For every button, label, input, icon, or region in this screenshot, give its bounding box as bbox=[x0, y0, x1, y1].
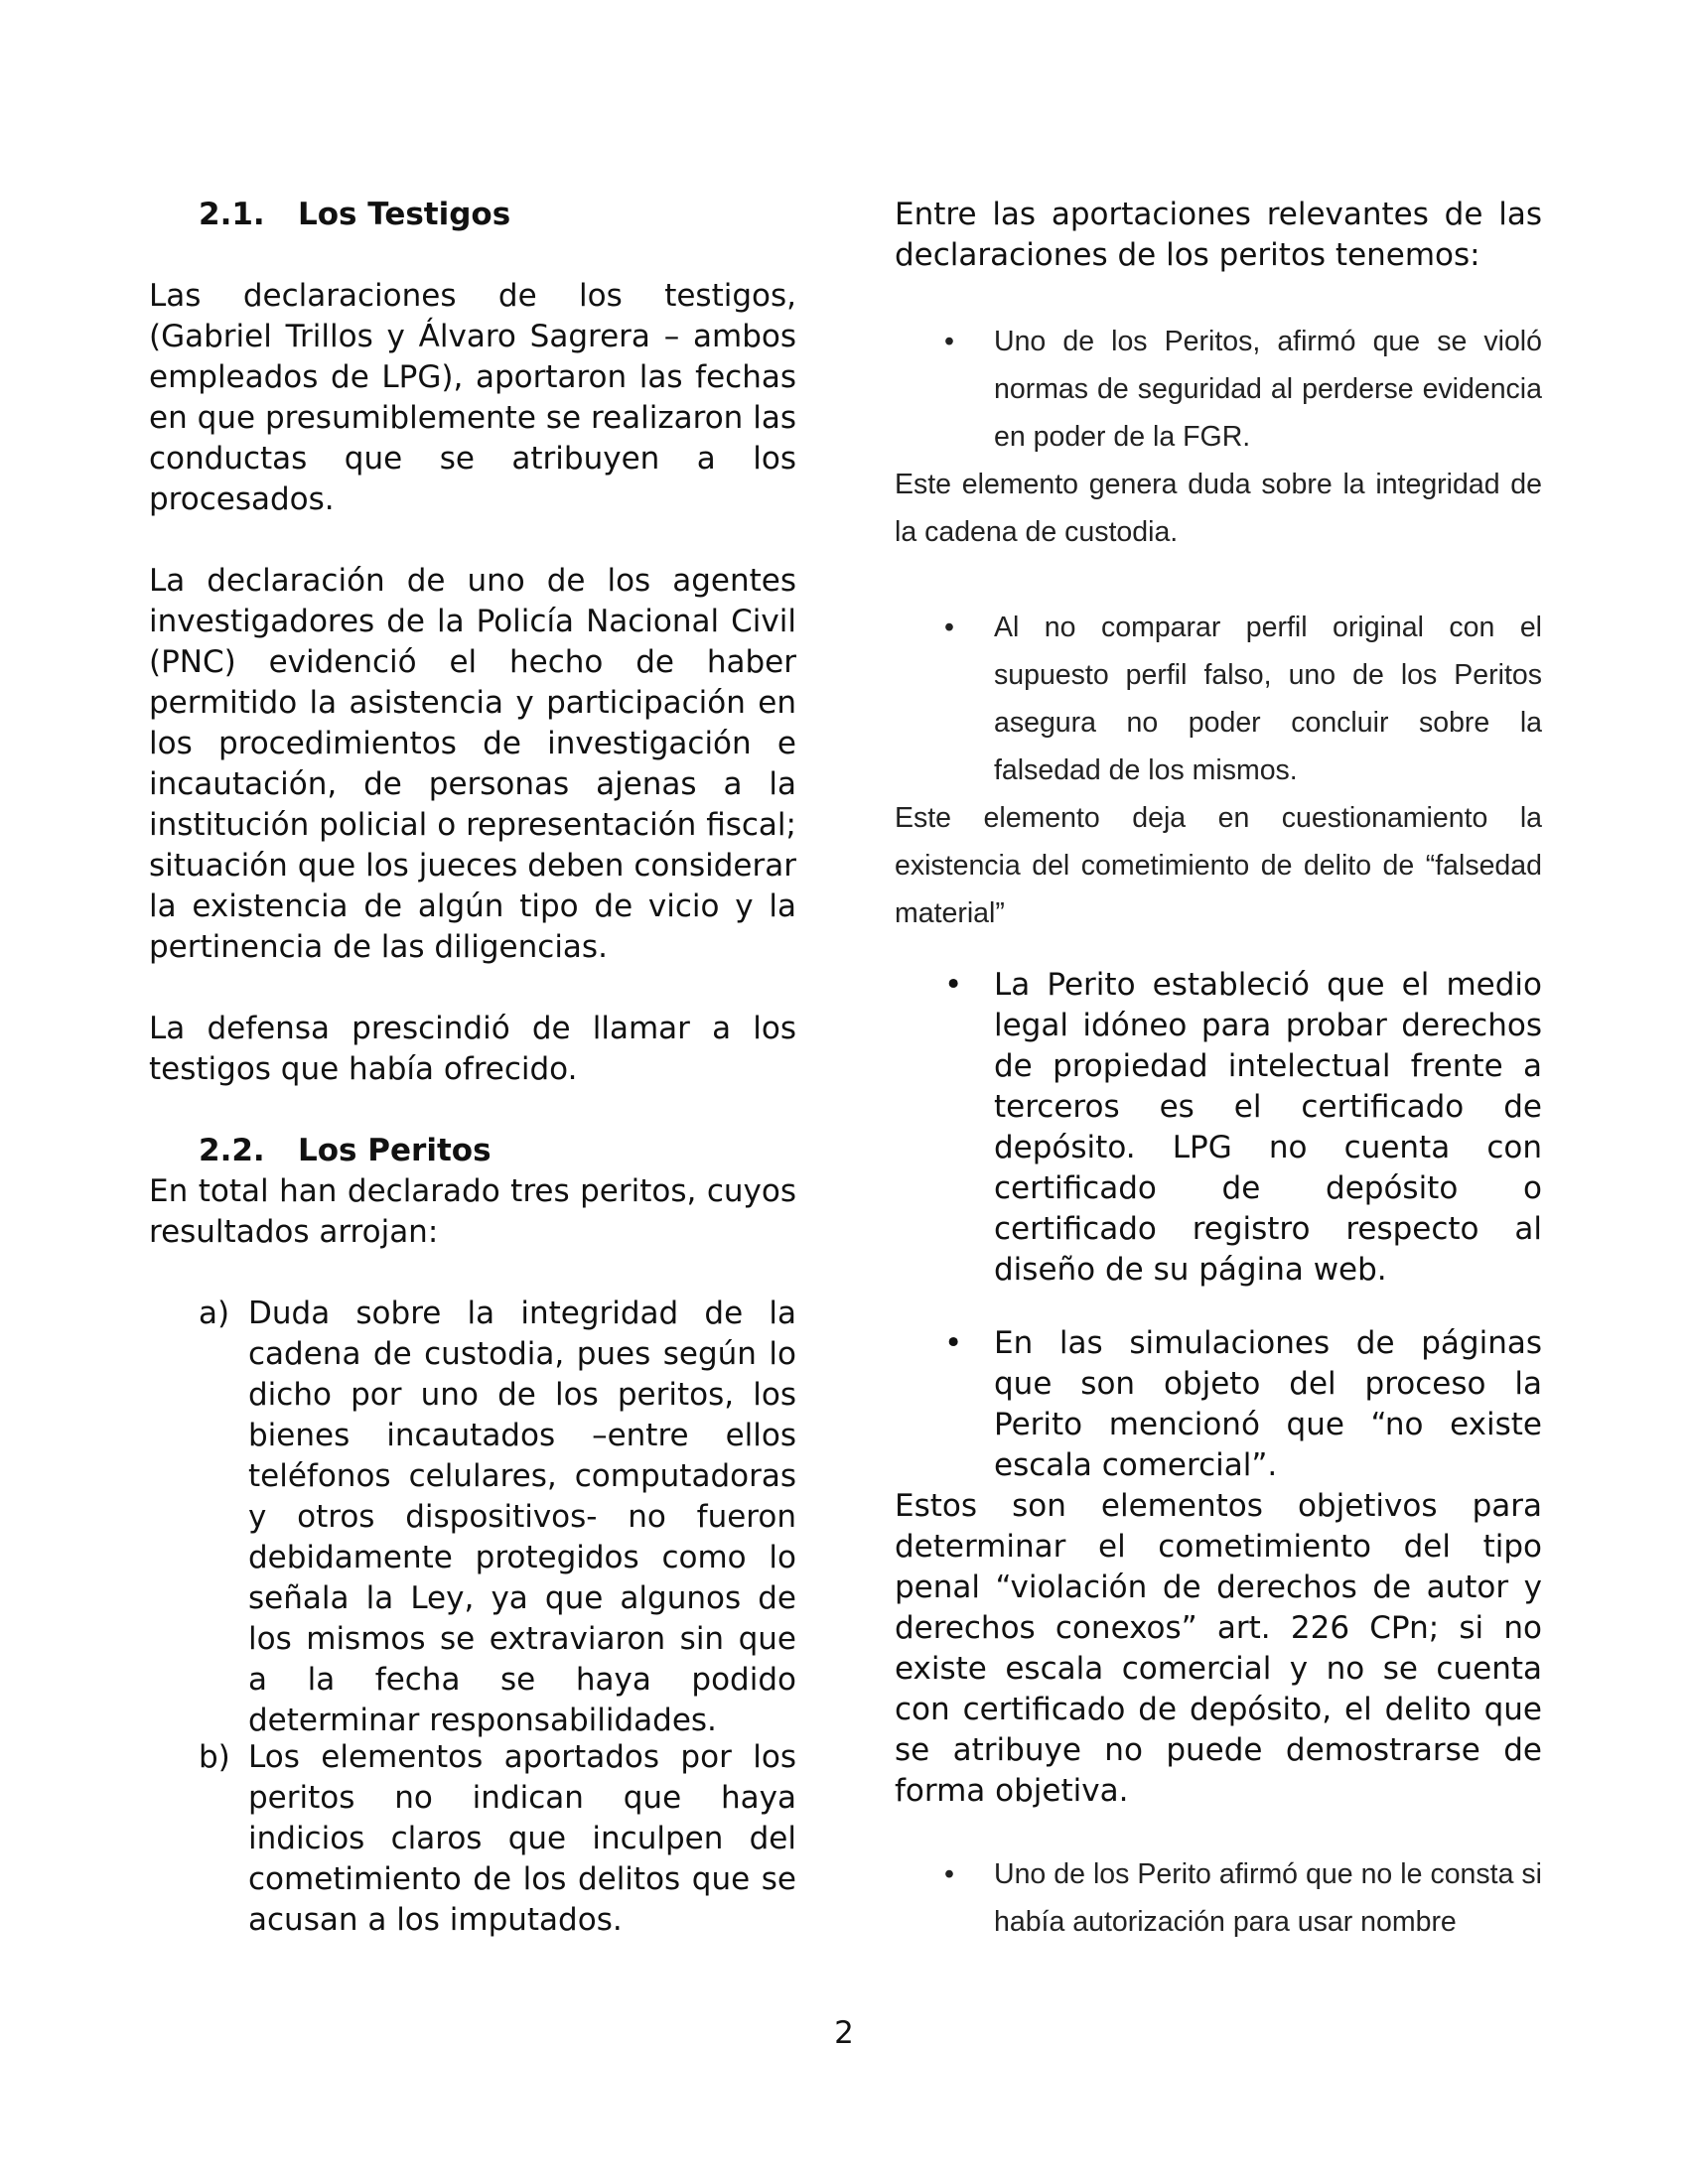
bullet-list-4 bbox=[895, 1850, 1542, 1946]
testigos-paragraph: Las declaraciones de los testigos, (Gabriel Trillos y Álvaro Sagrera – ambos empleados de LPG), aportaron las fechas en que presumiblemente se realizaron las conductas que se atribuyen a los procesados. bbox=[149, 278, 796, 517]
list-item-text: Uno de los Perito afirmó que no le consta si había autorización para usar nombre bbox=[994, 1858, 1542, 1938]
list-item bbox=[895, 965, 1542, 1291]
elementos-objetivos-note: Estos son elementos objetivos para determinar el cometimiento del tipo penal “violación de derechos de autor y derechos conexos” art. 226 CPn; si no existe escala comercial y no se cuenta con certificado de depósito, el delito que se atribuye no puede demostrarse de forma objetiva. bbox=[895, 1488, 1542, 1809]
left-column bbox=[149, 195, 796, 1941]
page-number: 2 bbox=[834, 2015, 854, 2051]
section-number: 2.2. bbox=[199, 1133, 265, 1168]
defensa-paragraph: La defensa prescindió de llamar a los testigos que había ofrecido. bbox=[149, 1011, 796, 1087]
peritos-results-list bbox=[149, 1294, 796, 1941]
section-heading-testigos bbox=[199, 195, 796, 235]
bullet-icon: • bbox=[944, 612, 954, 643]
aportaciones-intro-paragraph: Entre las aportaciones relevantes de las declaraciones de los peritos tenemos: bbox=[895, 197, 1542, 273]
list-item bbox=[895, 1323, 1542, 1486]
bullet-icon: • bbox=[944, 326, 954, 357]
bullet-icon: • bbox=[944, 1858, 954, 1890]
list-item-text: Los elementos aportados por los peritos no indican que haya indicios claros que inculpen del cometimiento de los delitos que se acusan a los imputados. bbox=[248, 1739, 796, 1938]
list-item-text: En las simulaciones de páginas que son objeto del proceso la Perito mencionó que “no existe escala comercial”. bbox=[994, 1325, 1542, 1483]
list-marker: b) bbox=[199, 1739, 230, 1775]
bullet-icon: • bbox=[944, 967, 963, 1003]
bullet-list-2 bbox=[895, 604, 1542, 794]
section-title: Los Peritos bbox=[298, 1133, 492, 1168]
section-heading-peritos bbox=[199, 1131, 796, 1171]
list-item bbox=[895, 318, 1542, 461]
cadena-custodia-note: Este elemento genera duda sobre la integridad de la cadena de custodia. bbox=[895, 469, 1542, 548]
bullet-list-1 bbox=[895, 318, 1542, 461]
falsedad-note: Este elemento deja en cuestionamiento la existencia del cometimiento de delito de “falsedad material” bbox=[895, 802, 1542, 929]
section-number: 2.1. bbox=[199, 197, 265, 232]
agente-pnc-paragraph: La declaración de uno de los agentes investigadores de la Policía Nacional Civil (PNC) evidenció el hecho de haber permitido la asistencia y participación en los procedimientos de investigación e incautación, de personas ajenas a la institución policial o representación fiscal; situación que los jueces deben considerar la existencia de algún tipo de vicio y la pertinencia de las diligencias. bbox=[149, 563, 796, 965]
list-item bbox=[895, 1850, 1542, 1946]
list-item-text: Uno de los Peritos, afirmó que se violó normas de seguridad al perderse evidencia en poder de la FGR. bbox=[994, 326, 1542, 453]
list-item-text: Duda sobre la integridad de la cadena de custodia, pues según lo dicho por uno de los peritos, los bienes incautados –entre ellos teléfonos celulares, computadoras y otros dispositivos- no fueron debidamente protegidos como lo señala la Ley, ya que algunos de los mismos se extraviaron sin que a la fecha se haya podido determinar responsabilidades. bbox=[248, 1296, 796, 1738]
bullet-icon: • bbox=[944, 1325, 963, 1361]
list-item bbox=[895, 604, 1542, 794]
list-item bbox=[149, 1294, 796, 1741]
section-title: Los Testigos bbox=[298, 197, 511, 232]
peritos-intro-paragraph: En total han declarado tres peritos, cuyos resultados arrojan: bbox=[149, 1173, 796, 1250]
list-marker: a) bbox=[199, 1296, 230, 1331]
list-item-text: Al no comparar perfil original con el supuesto perfil falso, uno de los Peritos asegura no poder concluir sobre la falsedad de los mismos. bbox=[994, 612, 1542, 786]
list-item bbox=[149, 1737, 796, 1941]
right-column bbox=[895, 195, 1542, 1946]
list-item-text: La Perito estableció que el medio legal idóneo para probar derechos de propiedad intelectual frente a terceros es el certificado de depósito. LPG no cuenta con certificado de depósito o certificado registro respecto al diseño de su página web. bbox=[994, 967, 1542, 1288]
bullet-list-3 bbox=[895, 965, 1542, 1486]
